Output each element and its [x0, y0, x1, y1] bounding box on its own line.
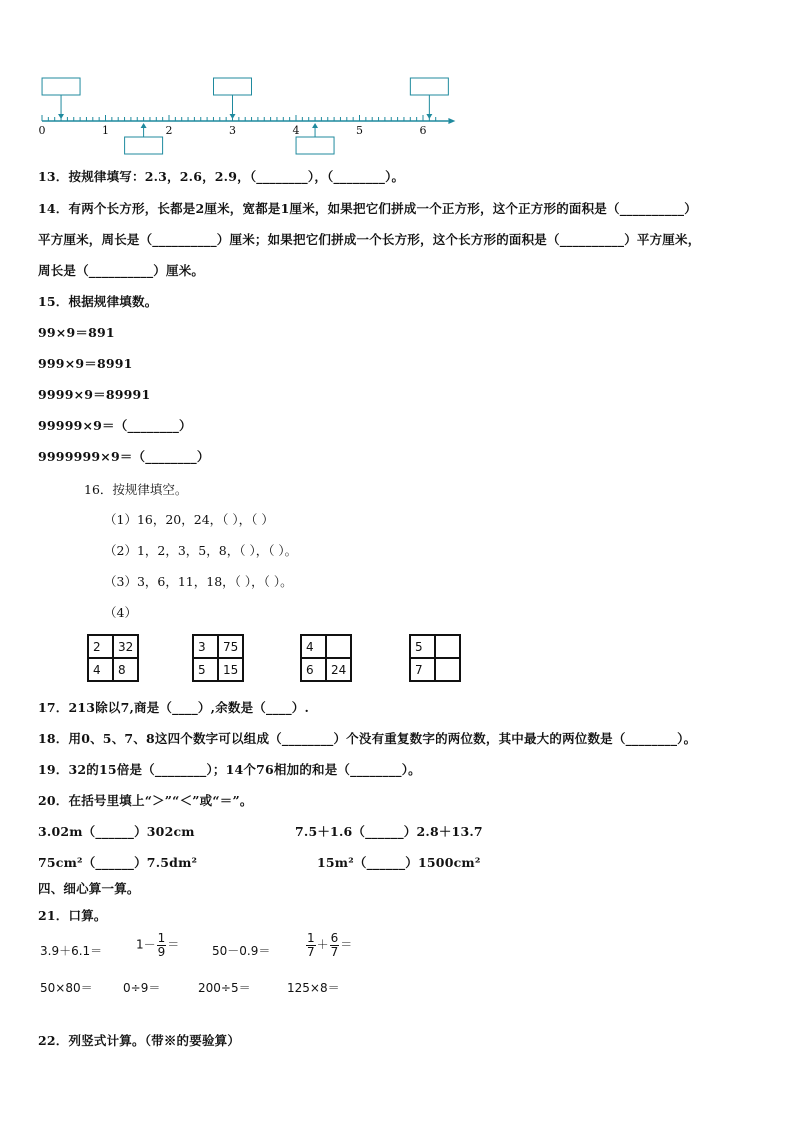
denominator: 7	[307, 944, 315, 959]
grid-cell: 6	[301, 658, 326, 681]
grid-cell: 15	[218, 658, 243, 681]
expr: 50×80＝	[40, 981, 93, 995]
answer-box	[410, 78, 448, 95]
expr-text: ＝	[340, 937, 353, 952]
question-19: 19．32的15倍是（________）；14个76相加的和是（________）。	[38, 762, 421, 777]
question-16-row: （3）3，6，11，18，（ ），（ ）。	[104, 574, 293, 589]
compare-item: 75cm²（______）7.5dm²	[38, 855, 198, 870]
tick-label: 5	[356, 124, 363, 137]
grid-cell: 5	[410, 635, 435, 658]
tick-label: 3	[229, 124, 236, 137]
expr: 200÷5＝	[198, 981, 251, 995]
grid-cell: 8	[113, 658, 138, 681]
question-14-line2: 平方厘米，周长是（__________）厘米；如果把它们拼成一个长方形，这个长方形的面积是（__________）平方厘米，	[38, 232, 701, 247]
answer-box	[42, 78, 80, 95]
grid-cell: 75	[218, 635, 243, 658]
question-18: 18．用0、5、7、8这四个数字可以组成（________）个没有重复数字的两位数，其中最大的两位数是（________）。	[38, 731, 697, 746]
expr: 125×8＝	[287, 981, 340, 995]
fraction	[330, 932, 340, 958]
answer-box	[214, 78, 252, 95]
expr-text: ＋	[316, 937, 329, 952]
denominator: 9	[157, 944, 166, 959]
numerator: 1	[307, 931, 315, 945]
numerator: 1	[157, 931, 166, 945]
grid-cell: 5	[193, 658, 218, 681]
question-15-row: 9999×9＝89991	[38, 387, 151, 402]
grid-cell: 4	[301, 635, 326, 658]
pointer-arrow-icon	[141, 123, 147, 128]
pointer-arrow-icon	[312, 123, 318, 128]
number-grid	[87, 634, 139, 682]
question-15-title: 15．根据规律填数。	[38, 294, 158, 309]
pointer-arrow-icon	[426, 114, 432, 119]
question-17: 17．213除以7,商是（____）,余数是（____）.	[38, 700, 310, 715]
question-15-row: 9999999×9＝（________）	[38, 449, 210, 464]
compare-item: 15m²（______）1500cm²	[317, 855, 481, 870]
question-22: 22．列竖式计算。（带※的要验算）	[38, 1033, 241, 1048]
pointer-arrow-icon	[230, 114, 236, 119]
number-grid	[409, 634, 461, 682]
answer-box	[296, 137, 334, 154]
grid-cell: 2	[88, 635, 113, 658]
question-13: 13．按规律填写：2.3，2.6，2.9，（________），（________）。	[38, 169, 405, 184]
number-grid	[192, 634, 244, 682]
tick-label: 4	[292, 124, 300, 137]
question-14-line3: 周长是（__________）厘米。	[38, 263, 205, 278]
number-line	[30, 74, 460, 158]
grid-cell	[435, 635, 460, 658]
compare-item: 3.02m（______）302cm	[38, 824, 195, 839]
question-14-line1: 14．有两个长方形，长都是2厘米，宽都是1厘米，如果把它们拼成一个正方形，这个正方形的面积是（__________）	[38, 201, 697, 216]
numerator: 6	[330, 931, 339, 945]
pointer-arrow-icon	[58, 114, 64, 119]
expr: 3.9＋6.1＝	[40, 944, 103, 958]
grid-cell	[435, 658, 460, 681]
axis-arrow-icon	[448, 118, 455, 124]
denominator: 7	[330, 944, 339, 959]
expr-fraction	[305, 932, 352, 958]
question-16-row: （1）16，20，24，（ ），（ ）	[104, 512, 274, 527]
grid-cell: 24	[326, 658, 351, 681]
question-15-row: 99×9＝891	[38, 325, 115, 340]
grid-cell: 7	[410, 658, 435, 681]
number-grid	[300, 634, 352, 682]
question-15-row: 999×9＝8991	[38, 356, 133, 371]
fraction	[306, 932, 316, 958]
expr-text: ＝	[167, 937, 180, 952]
question-21-title: 21．口算。	[38, 908, 107, 923]
fraction	[157, 932, 167, 958]
tick-label: 0	[38, 124, 46, 137]
expr-text: 1－	[136, 937, 156, 952]
grid-cell: 4	[88, 658, 113, 681]
question-20-title: 20．在括号里填上“＞”“＜”或“＝”。	[38, 793, 253, 808]
question-15-row: 99999×9＝（________）	[38, 418, 192, 433]
compare-item: 7.5＋1.6（______）2.8＋13.7	[295, 824, 483, 839]
grid-cell: 3	[193, 635, 218, 658]
expr-fraction	[136, 932, 179, 958]
question-16-row: （4）	[104, 605, 137, 620]
question-16-title: 16．按规律填空。	[84, 482, 188, 497]
answer-box	[125, 137, 163, 154]
section-heading: 四、细心算一算。	[38, 881, 140, 896]
tick-label: 2	[165, 124, 173, 137]
tick-label: 6	[419, 124, 427, 137]
question-16-row: （2）1，2，3，5，8，（ ），（ ）。	[104, 543, 298, 558]
expr: 0÷9＝	[123, 981, 161, 995]
grid-cell: 32	[113, 635, 138, 658]
expr: 50－0.9＝	[212, 944, 271, 958]
grid-cell	[326, 635, 351, 658]
tick-label: 1	[102, 124, 109, 137]
